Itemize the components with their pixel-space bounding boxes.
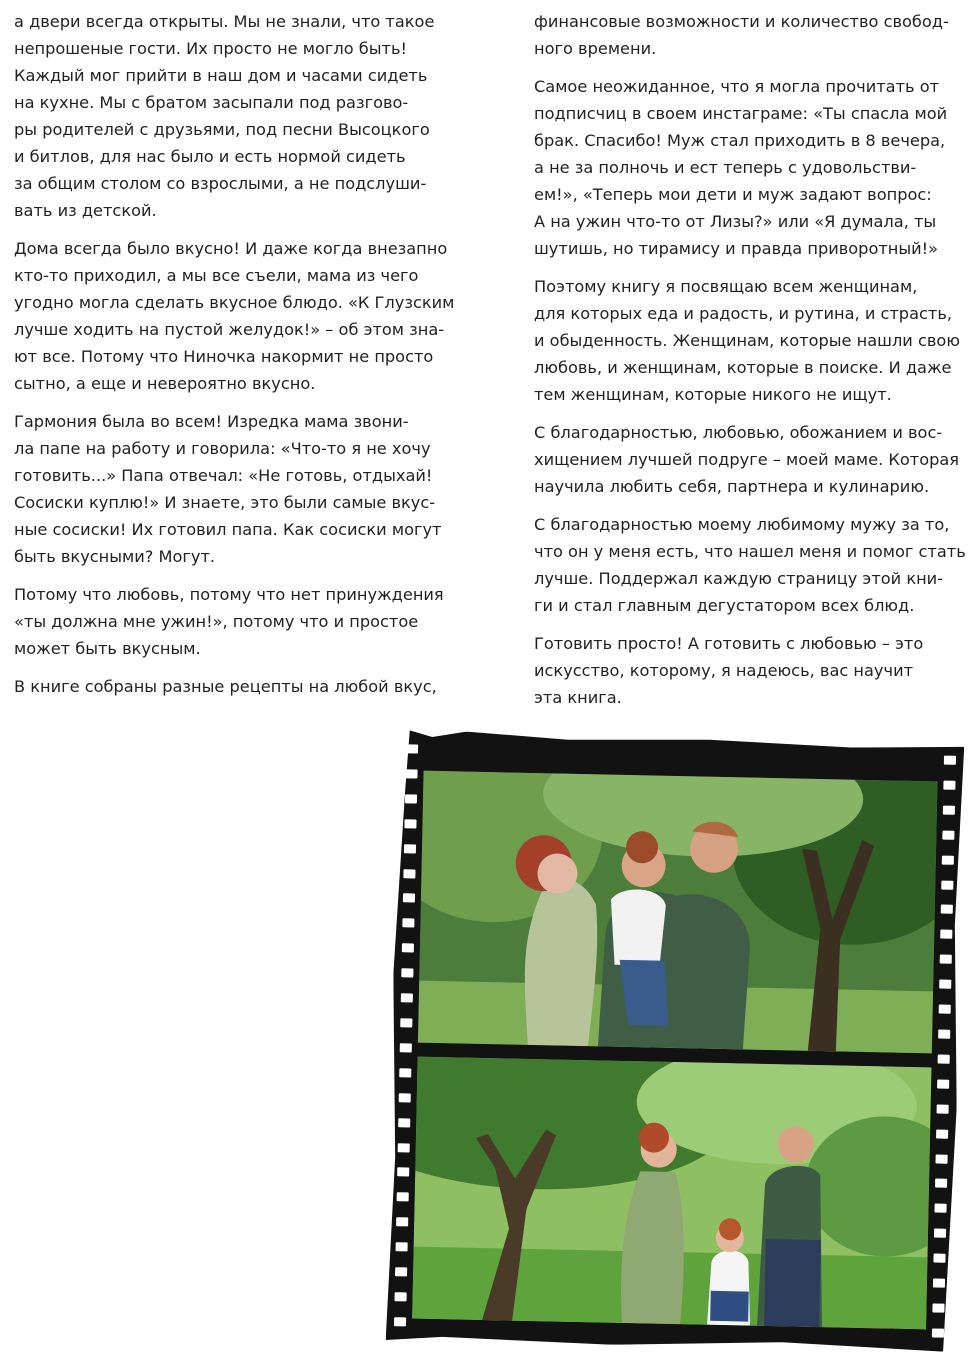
text-line: быть вкусными? Могут. [14,547,216,566]
text-line: любовь, и женщинам, которые в поиске. И даже [534,358,952,377]
text-line: а двери всегда открыты. Мы не знали, что такое [14,12,435,31]
text-line: Готовить просто! А готовить с любовью – это [534,634,924,653]
text-line: Каждый мог прийти в наш дом и часами сидеть [14,66,428,85]
text-line: тем женщинам, которые никого не ищут. [534,385,892,404]
family-photo-hug [418,771,938,1054]
text-line: ют все. Потому что Ниночка накормит не просто [14,347,434,366]
text-line: а не за полночь и ест теперь с удовольстви- [534,158,917,177]
text-line: А на ужин что-то от Лизы?» или «Я думала, ты [534,212,937,231]
left-column [14,8,464,711]
text-line: лучше. Поддержал каждую страницу этой кни- [534,569,944,588]
text-line: ла папе на работу и говорила: «Что-то я не хочу [14,439,431,458]
text-line: для которых еда и радость, и рутина, и страсть, [534,304,953,323]
text-line: эта книга. [534,688,622,707]
text-line: Самое неожиданное, что я могла прочитать от [534,77,940,96]
right-column [534,8,980,722]
text-line: Поэтому книгу я посвящаю всем женщинам, [534,277,918,296]
text-line: С благодарностью, любовью, обожанием и вос- [534,423,943,442]
paragraph [14,408,464,570]
paragraph [534,511,980,619]
paragraph [534,8,980,62]
text-line: готовить...» Папа отвечал: «Не готовь, отдыхай! [14,466,433,485]
family-photo-walk [412,1057,931,1330]
paragraph [14,673,464,700]
text-line: на кухне. Мы с братом засыпали под разгово- [14,93,409,112]
text-line: ги и стал главным дегустатором всех блюд. [534,596,915,615]
text-line: подписчиц в своем инстаграме: «Ты спасла мой [534,104,948,123]
text-line: угодно могла сделать вкусное блюдо. «К Глузским [14,293,455,312]
text-line: финансовые возможности и количество свобод- [534,12,949,31]
text-line: В книге собраны разные рецепты на любой вкус, [14,677,437,696]
text-line: С благодарностью моему любимому мужу за то, [534,515,950,534]
text-line: «ты должна мне ужин!», потому что и простое [14,612,419,631]
text-line: Гармония была во всем! Изредка мама звони- [14,412,409,431]
text-line: хищением лучшей подруге – моей маме. Которая [534,450,960,469]
text-line: брак. Спасибо! Муж стал приходить в 8 вечера, [534,131,946,150]
text-line: сытно, а еще и невероятно вкусно. [14,374,316,393]
text-line: может быть вкусным. [14,639,201,658]
text-line: ем!», «Теперь мои дети и муж задают вопрос: [534,185,932,204]
text-line: научила любить себя, партнера и кулинарию. [534,477,930,496]
text-line: и битлов, для нас было и есть нормой сидеть [14,147,406,166]
text-line: Дома всегда было вкусно! И даже когда внезапно [14,239,448,258]
text-line: ры родителей с друзьями, под песни Высоцкого [14,120,430,139]
text-line: за общим столом со взрослыми, а не подслуши- [14,174,427,193]
text-line: непрошеные гости. Их просто не могло быть! [14,39,407,58]
text-line: что он у меня есть, что нашел меня и помог стать [534,542,966,561]
paragraph [534,73,980,262]
paragraph [534,630,980,711]
text-line: Сосиски куплю!» И знаете, это были самые вкус- [14,493,436,512]
text-line: Потому что любовь, потому что нет принуждения [14,585,444,604]
text-line: шутишь, но тирамису и правда приворотный!» [534,239,939,258]
paragraph [534,273,980,408]
paragraph [14,581,464,662]
text-line: ного времени. [534,39,657,58]
film-strip [386,730,965,1352]
text-line: вать из детской. [14,201,157,220]
text-line: кто-то приходил, а мы все съели, мама из чего [14,266,419,285]
text-line: и обыденность. Женщинам, которые нашли свою [534,331,960,350]
text-line: ные сосиски! Их готовил папа. Как сосиски могут [14,520,442,539]
text-line: искусство, которому, я надеюсь, вас научит [534,661,914,680]
paragraph [14,8,464,224]
paragraph [14,235,464,397]
paragraph [534,419,980,500]
text-line: лучше ходить на пустой желудок!» – об этом зна- [14,320,445,339]
